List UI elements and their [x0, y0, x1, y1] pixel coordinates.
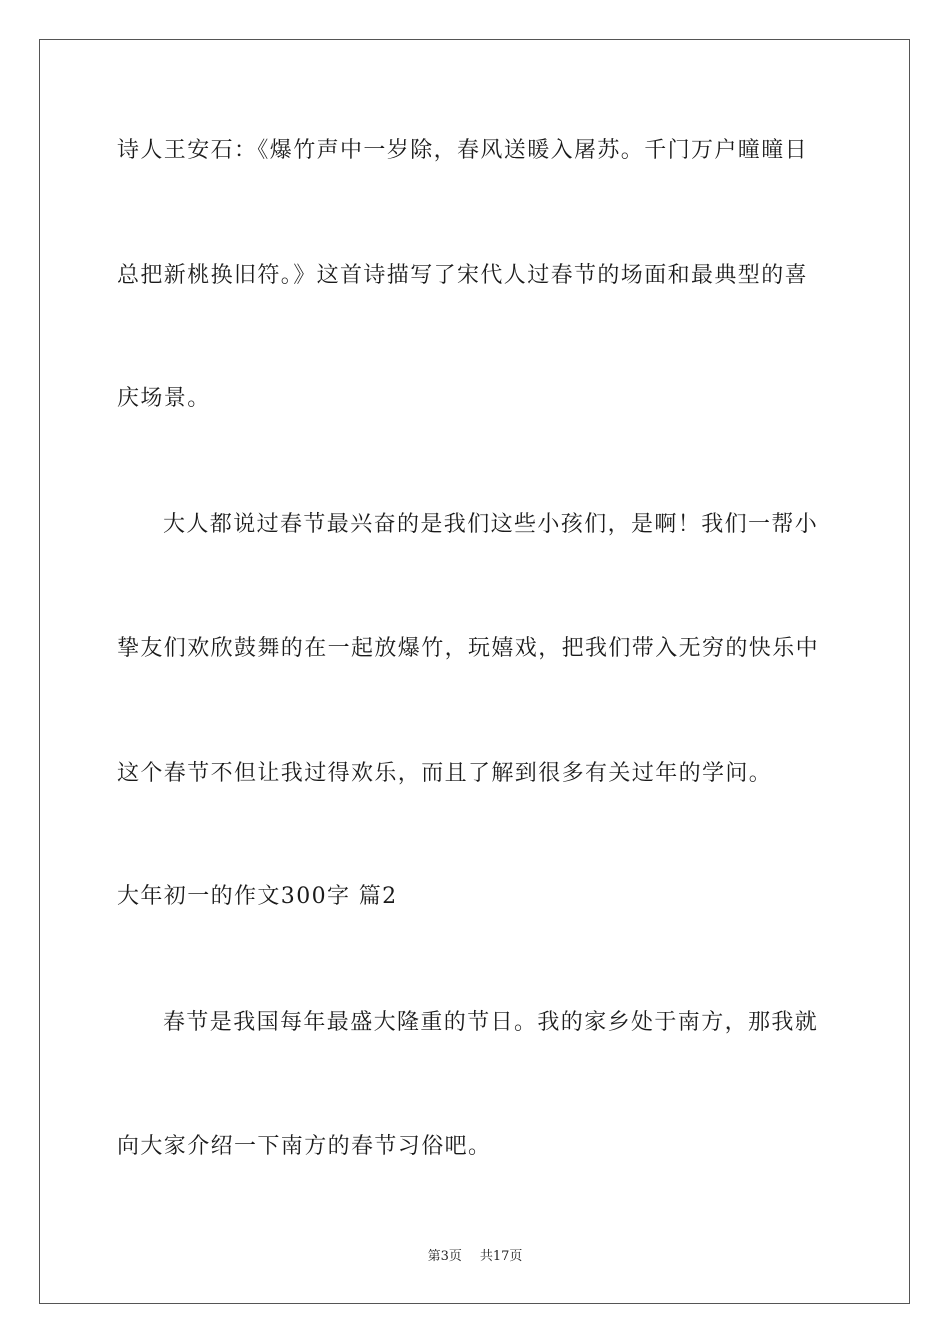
section-heading: 大年初一的作文300字 篇2	[117, 884, 398, 909]
body-text-line: 挚友们欢欣鼓舞的在一起放爆竹，玩嬉戏，把我们带入无穷的快乐中	[117, 636, 820, 661]
body-text-line: 向大家介绍一下南方的春节习俗吧。	[117, 1134, 492, 1159]
page-number: 第3页	[427, 1249, 462, 1264]
body-text-line: 诗人王安石：《爆竹声中一岁除，春风送暖入屠苏。千门万户曈曈日	[117, 138, 809, 163]
body-text-line: 庆场景。	[117, 386, 211, 411]
page-total: 共17页	[479, 1249, 523, 1264]
body-text-line: 这个春节不但让我过得欢乐，而且了解到很多有关过年的学问。	[117, 761, 773, 786]
page-footer	[0, 1248, 950, 1266]
paragraph-first-line: 大人都说过春节最兴奋的是我们这些小孩们，是啊！我们一帮小	[163, 512, 819, 537]
body-text-line: 总把新桃换旧符。》这首诗描写了宋代人过春节的场面和最典型的喜	[117, 263, 809, 288]
paragraph-first-line: 春节是我国每年最盛大隆重的节日。我的家乡处于南方，那我就	[163, 1010, 819, 1035]
page-border	[39, 39, 910, 1304]
